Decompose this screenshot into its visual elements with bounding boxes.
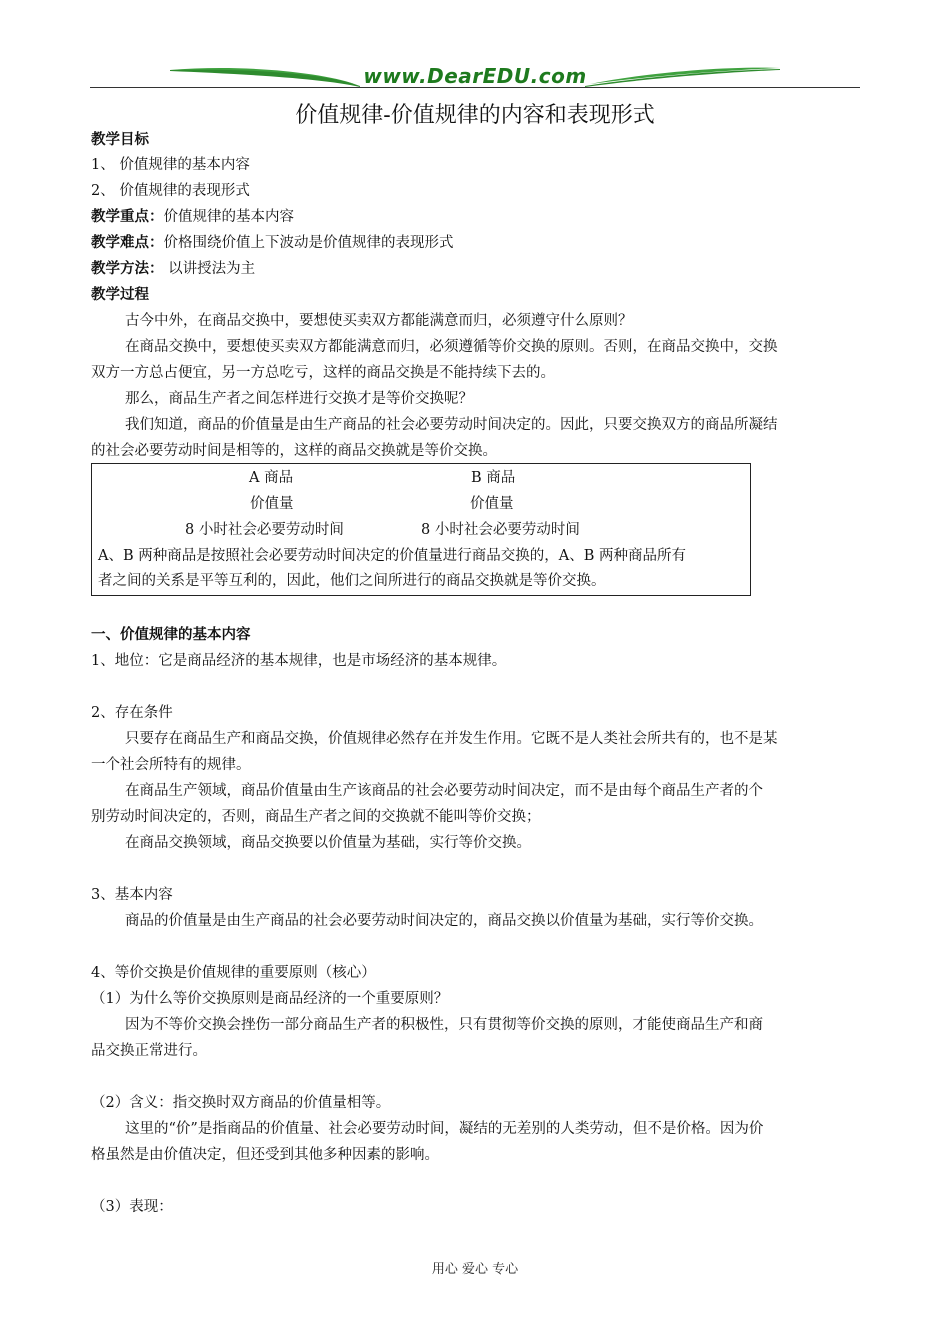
- paragraph-continuation: 的社会必要劳动时间是相等的，这样的商品交换就是等价交换。: [91, 443, 497, 459]
- subsection-heading: 3、基本内容: [91, 887, 173, 903]
- paragraph-continuation: 别劳动时间决定的，否则，商品生产者之间的交换就不能叫等价交换；: [91, 809, 541, 825]
- question: （2）含义：指交换时双方商品的价值量相等。: [91, 1095, 391, 1111]
- paragraph: 我们知道，商品的价值量是由生产商品的社会必要劳动时间决定的。因此，只要交换双方的商品所凝结: [125, 417, 778, 433]
- key-point-line: [91, 204, 294, 230]
- difficulty-text: 价格围绕价值上下波动是价值规律的表现形式: [163, 235, 454, 251]
- paragraph: 因为不等价交换会挫伤一部分商品生产者的积极性，只有贯彻等价交换的原则，才能使商品生产和商: [125, 1017, 763, 1033]
- paragraph: 只要存在商品生产和商品交换，价值规律必然存在并发生作用。它既不是人类社会所共有的，也不是某: [125, 731, 778, 747]
- box-note: A、B 两种商品是按照社会必要劳动时间决定的价值量进行商品交换的，A、B 两种商品所有: [98, 548, 686, 564]
- objective-item: 1、 价值规律的基本内容: [91, 157, 250, 173]
- page-footer: 用心 爱心 专心: [431, 1262, 519, 1277]
- paragraph-continuation: 格虽然是由价值决定，但还受到其他多种因素的影响。: [91, 1147, 439, 1163]
- box-a-time: 8 小时社会必要劳动时间: [185, 522, 344, 538]
- paragraph-continuation: 双方一方总占便宜，另一方总吃亏，这样的商品交换是不能持续下去的。: [91, 365, 555, 381]
- page-title: 价值规律-价值规律的内容和表现形式: [295, 103, 655, 128]
- paragraph: 1、地位：它是商品经济的基本规律，也是市场经济的基本规律。: [91, 653, 507, 669]
- box-b-time: 8 小时社会必要劳动时间: [421, 522, 580, 538]
- key-point-text: 价值规律的基本内容: [163, 209, 294, 225]
- paragraph: 在商品生产领域，商品价值量由生产该商品的社会必要劳动时间决定，而不是由每个商品生产者的个: [125, 783, 763, 799]
- question: （3）表现：: [91, 1199, 173, 1215]
- key-point-label: 教学重点：: [91, 209, 164, 225]
- paragraph: 商品的价值量是由生产商品的社会必要劳动时间决定的，商品交换以价值量为基础，实行等价交换。: [125, 913, 763, 929]
- difficulty-line: [91, 230, 454, 256]
- box-a-goods: A 商品: [249, 470, 294, 486]
- section-heading: 一、价值规律的基本内容: [91, 627, 251, 643]
- paragraph: 古今中外，在商品交换中，要想使买卖双方都能满意而归，必须遵守什么原则？: [125, 313, 633, 329]
- box-note-continuation: 者之间的关系是平等互利的，因此，他们之间所进行的商品交换就是等价交换。: [98, 573, 606, 589]
- box-b-value: 价值量: [470, 496, 514, 512]
- paragraph-continuation: 一个社会所特有的规律。: [91, 757, 251, 773]
- method-line: [91, 256, 255, 282]
- method-text: 以讲授法为主: [163, 261, 256, 277]
- example-box: [91, 463, 751, 596]
- subsection-heading: 2、存在条件: [91, 705, 173, 721]
- header-rule: [90, 87, 860, 88]
- paragraph-continuation: 品交换正常进行。: [91, 1043, 207, 1059]
- box-a-value: 价值量: [250, 496, 294, 512]
- method-label: 教学方法：: [91, 261, 164, 277]
- paragraph: 这里的“价”是指商品的价值量、社会必要劳动时间，凝结的无差别的人类劳动，但不是价格。因为价: [125, 1121, 764, 1137]
- paragraph: 那么，商品生产者之间怎样进行交换才是等价交换呢？: [125, 391, 473, 407]
- box-b-goods: B 商品: [471, 470, 516, 486]
- process-heading: 教学过程: [91, 287, 149, 303]
- difficulty-label: 教学难点：: [91, 235, 164, 251]
- site-logo: www.DearEDU.com: [363, 64, 587, 88]
- objective-item: 2、 价值规律的表现形式: [91, 183, 250, 199]
- paragraph: 在商品交换领域，商品交换要以价值量为基础，实行等价交换。: [125, 835, 531, 851]
- question: （1）为什么等价交换原则是商品经济的一个重要原则？: [91, 991, 449, 1007]
- subsection-heading: 4、等价交换是价值规律的重要原则（核心）: [91, 965, 376, 981]
- paragraph: 在商品交换中，要想使买卖双方都能满意而归，必须遵循等价交换的原则。否则，在商品交换中，交换: [125, 339, 778, 355]
- objectives-heading: 教学目标: [91, 132, 149, 148]
